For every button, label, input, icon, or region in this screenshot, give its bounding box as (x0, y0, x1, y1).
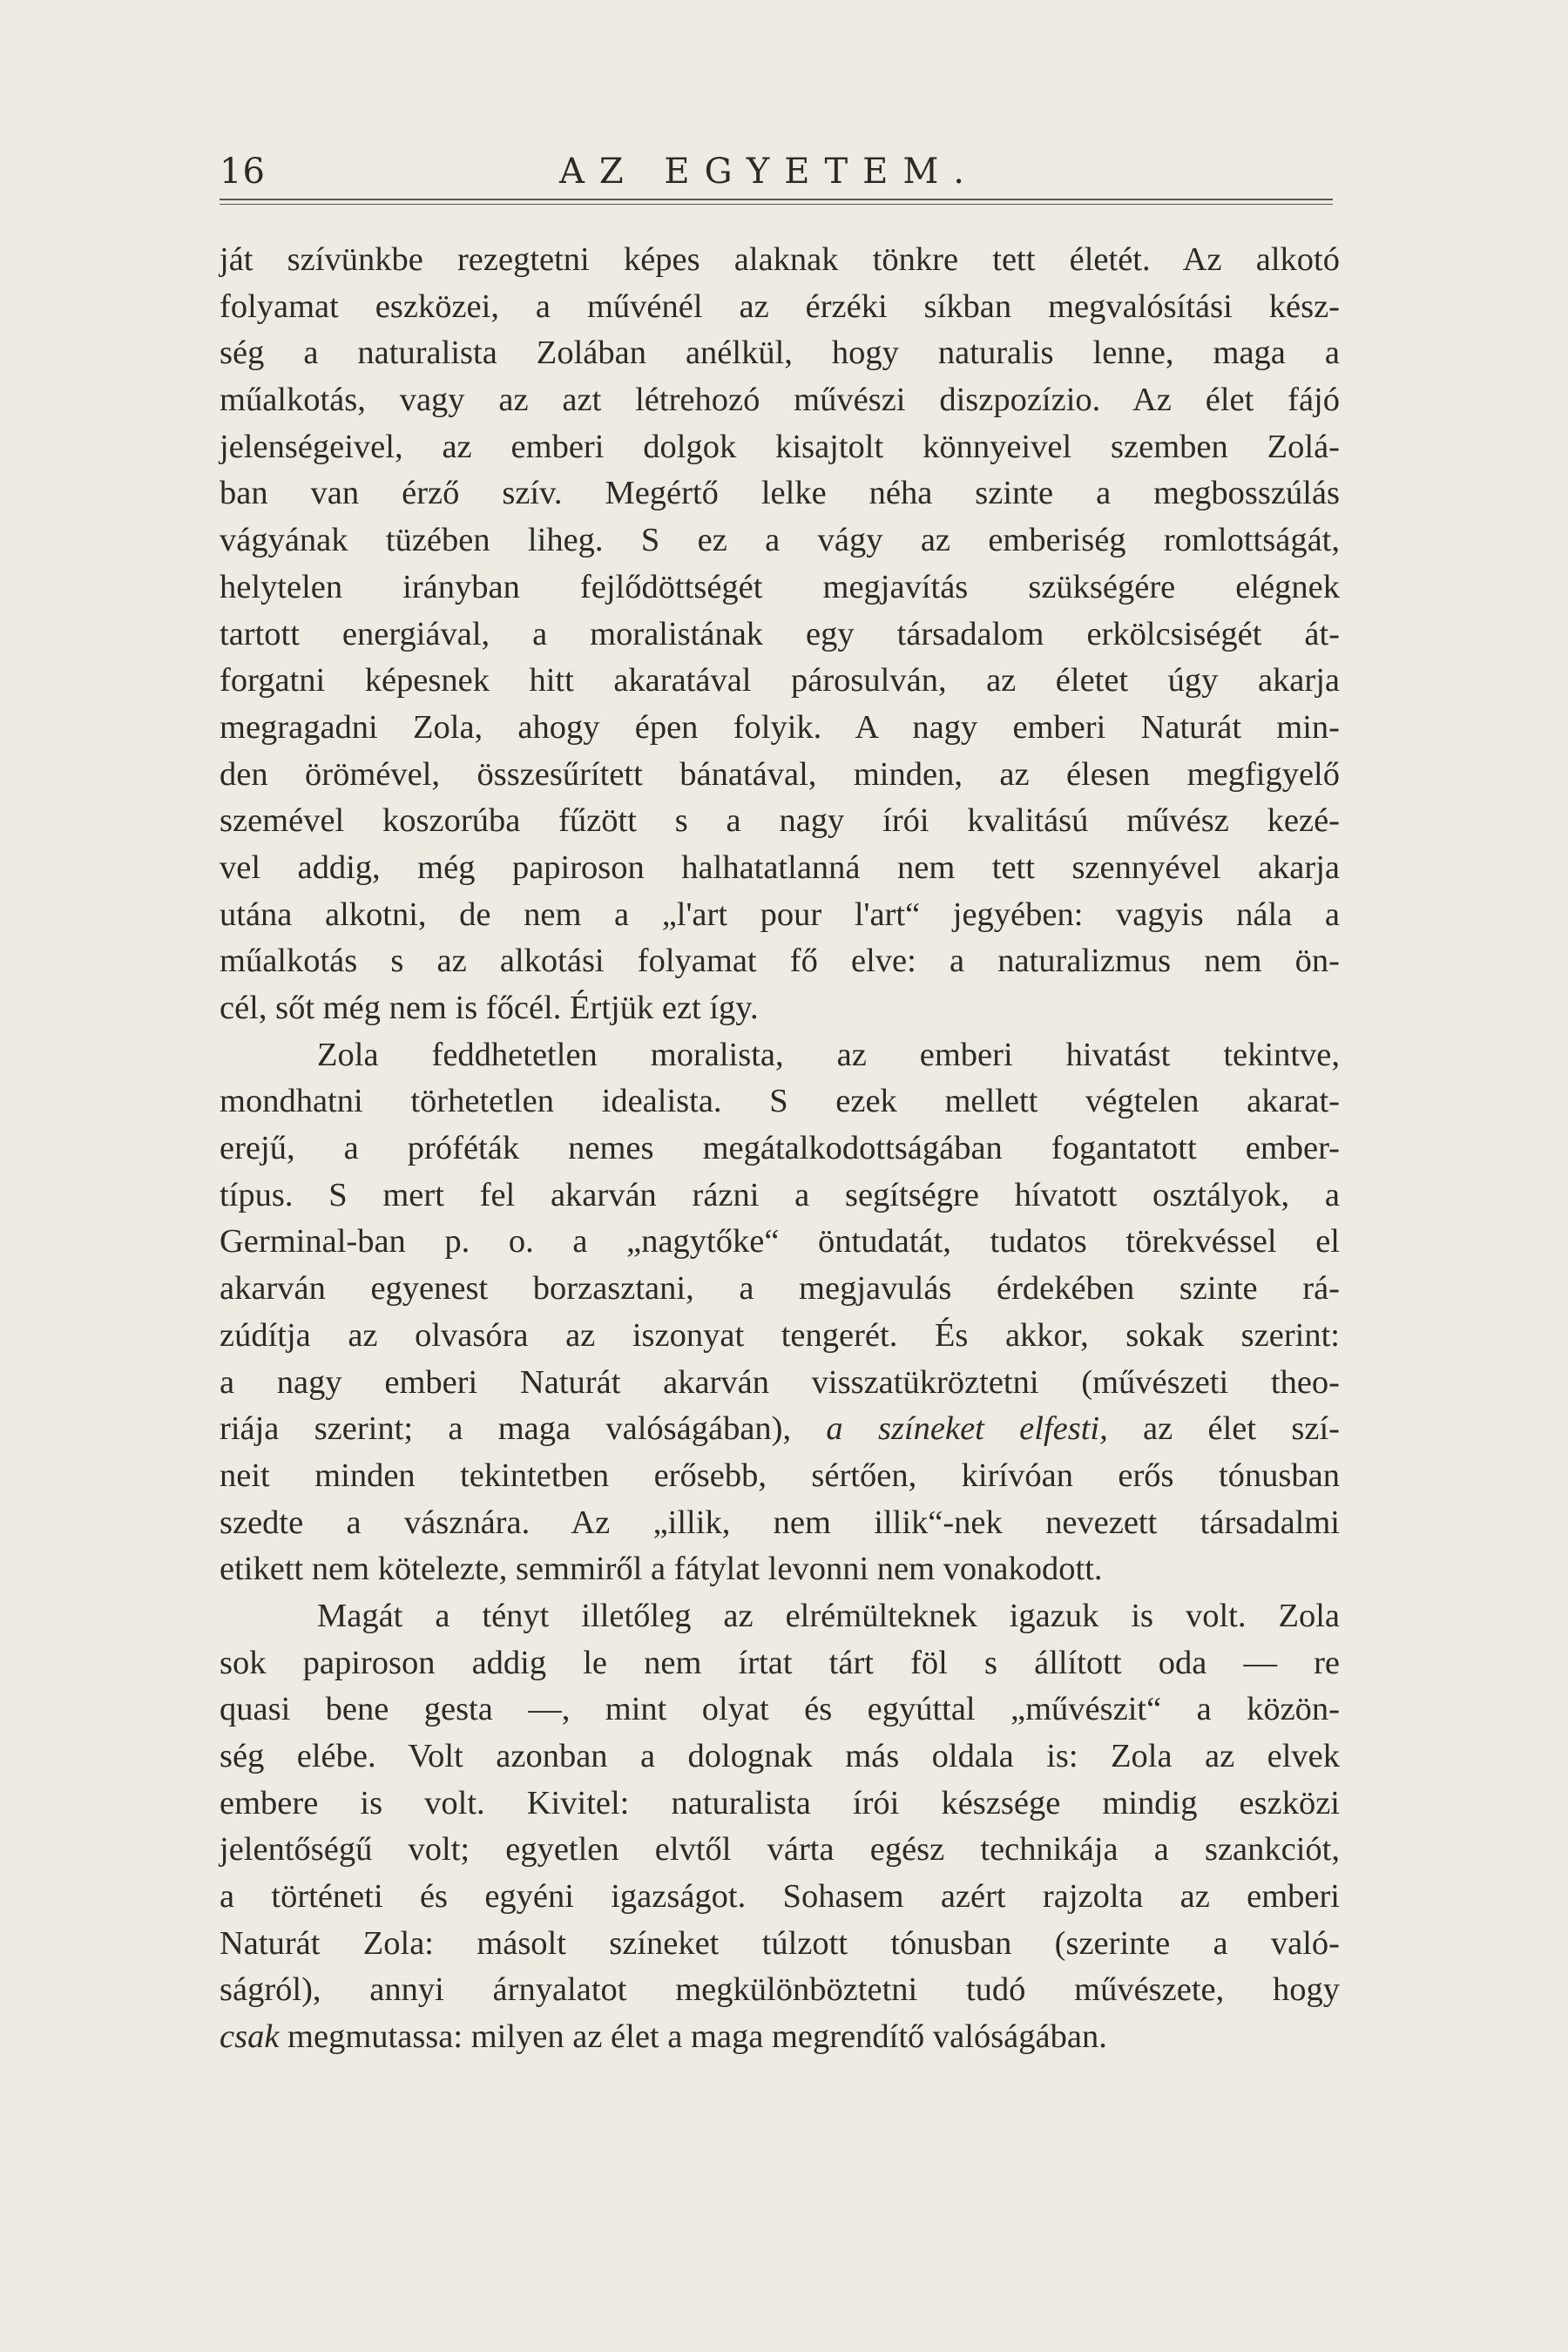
text-line: szemével koszorúba fűzött s a nagy írói kvalitású művész kezé- (220, 802, 1340, 840)
text-line: vel addig, még papiroson halhatatlanná nem tett szennyével akarja (220, 848, 1340, 886)
text-line: akarván egyenest borzasztani, a megjavulás érdekében szinte rá- (220, 1270, 1340, 1308)
text-line: tartott energiával, a moralistának egy társadalom erkölcsiségét át- (220, 615, 1340, 652)
text-line: ség elébe. Volt azonban a dolognak más oldala is: Zola az elvek (220, 1738, 1340, 1774)
text-line: sok papiroson addig le nem írtat tárt föl s állított oda — re (220, 1644, 1340, 1681)
text-line: den örömével, összesűrített bánatával, minden, az élesen megfigyelő (220, 755, 1340, 793)
text-line: quasi bene gesta —, mint olyat és egyúttal „művészit“ a közön- (220, 1691, 1340, 1728)
text-line: embere is volt. Kivitel: naturalista írói készsége mindig eszközi (220, 1784, 1340, 1821)
text-line: megragadni Zola, ahogy épen folyik. A nagy emberi Naturát min- (220, 708, 1340, 746)
text-line: zúdítja az olvasóra az iszonyat tengerét. És akkor, sokak szerint: (220, 1316, 1340, 1354)
text-line: neit minden tekintetben erősebb, sértően, kirívóan erős tónusban (220, 1456, 1340, 1494)
text-line: cél, sőt még nem is főcél. Értjük ezt így. (220, 990, 759, 1026)
text-line: Naturát Zola: másolt színeket túlzott tónusban (szerinte a való- (220, 1924, 1340, 1962)
header-rule-thin (220, 204, 1333, 205)
text-line: ságról), annyi árnyalatot megkülönböztetni tudó művészete, hogy (220, 1971, 1340, 2009)
text-line: típus. S mert fel akarván rázni a segítségre hívatott osztályok, a (220, 1176, 1340, 1213)
text-fragment: riája szerint; a maga valóságában), (220, 1410, 827, 1448)
text-line: etikett nem kötelezte, semmiről a fátylat levonni nem vonakodott. (220, 1551, 1103, 1588)
text-line: folyamat eszközei, a művénél az érzéki síkban megvalósítási kész- (220, 287, 1340, 325)
text-line: műalkotás s az alkotási folyamat fő elve: a naturalizmus nem ön- (220, 943, 1340, 980)
text-line: műalkotás, vagy az azt létrehozó művészi diszpozízio. Az élet fájó (220, 382, 1340, 419)
text-line: erejű, a próféták nemes megátalkodottságában fogantatott ember- (220, 1130, 1340, 1167)
text-line: szedte a vásznára. Az „illik, nem illik“-nek nevezett társadalmi (220, 1504, 1340, 1541)
page-header (220, 146, 1333, 199)
text-line: jelentőségű volt; egyetlen elvtől várta egész technikája a szankciót, (220, 1831, 1340, 1869)
text-line: Magát a tényt illetőleg az elrémülteknek igazuk is volt. Zola (317, 1597, 1340, 1634)
text-fragment: az élet szí- (1107, 1410, 1340, 1448)
text-line: Germinal-ban p. o. a „nagytőke“ öntudatát, tudatos törekvéssel el (220, 1223, 1340, 1260)
text-line: a nagy emberi Naturát akarván visszatükröztetni (művészeti theo- (220, 1363, 1340, 1401)
page-number: 16 (220, 152, 266, 192)
text-line: ját szívünkbe rezegtetni képes alaknak tönkre tett életét. Az alkotó (220, 241, 1340, 278)
text-line: ban van érző szív. Megértő lelke néha szinte a megbosszúlás (220, 475, 1340, 512)
text-line: forgatni képesnek hitt akaratával párosulván, az életet úgy akarja (220, 662, 1340, 700)
header-rule-thick (220, 199, 1333, 200)
text-line-italic-1 (220, 1406, 1340, 1453)
text-line: a történeti és egyéni igazságot. Sohasem azért rajzolta az emberi (220, 1878, 1340, 1916)
body-text (220, 237, 1340, 2061)
text-line: mondhatni törhetetlen idealista. S ezek mellett végtelen akarat- (220, 1083, 1340, 1120)
text-line: Zola feddhetetlen moralista, az emberi hivatást tekintve, (317, 1036, 1340, 1073)
text-line: utána alkotni, de nem a „l'art pour l'art“ jegyében: vagyis nála a (220, 896, 1340, 933)
text-line-italic-2 (220, 2014, 1340, 2061)
text-line: ség a naturalista Zolában anélkül, hogy naturalis lenne, maga a (220, 335, 1340, 372)
running-title: AZ EGYETEM. (559, 152, 979, 192)
italic-word: csak (220, 2018, 280, 2056)
text-line: jelenségeivel, az emberi dolgok kisajtolt könnyeivel szemben Zolá- (220, 428, 1340, 465)
italic-phrase: a színeket elfesti, (826, 1410, 1108, 1448)
text-line: helytelen irányban fejlődöttségét megjavítás szükségére elégnek (220, 568, 1340, 605)
text-line: vágyának tüzében liheg. S ez a vágy az emberiség romlottságát, (220, 522, 1340, 559)
text-fragment: megmutassa: milyen az élet a maga megrendítő valóságában. (279, 2018, 1107, 2056)
